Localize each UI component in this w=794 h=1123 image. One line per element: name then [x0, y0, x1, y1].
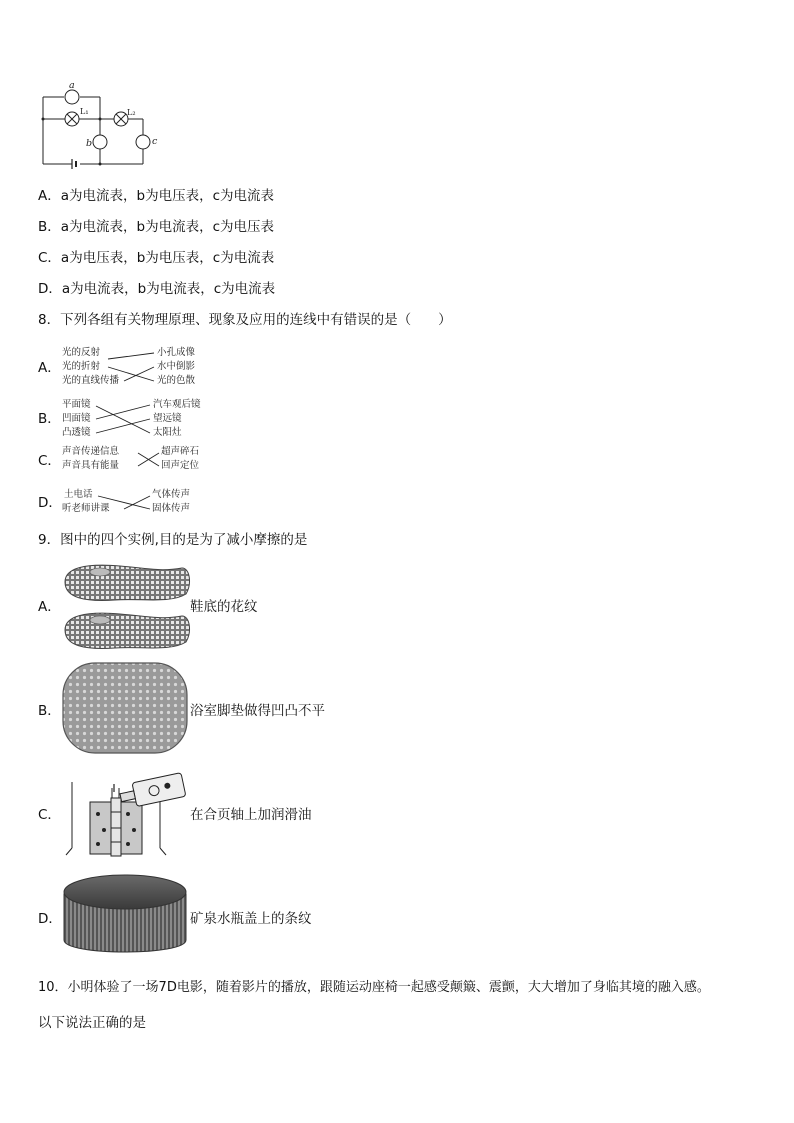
c-right-1: 超声碎石: [161, 446, 200, 457]
q8-option-a-letter: A．: [38, 360, 61, 376]
a-right-3: 光的色散: [157, 375, 196, 386]
q8-stem: 8．下列各组有关物理原理、现象及应用的连线中有错误的是（ ）: [38, 312, 452, 328]
q9-option-c-text: 在合页轴上加润滑油: [190, 807, 312, 823]
meter-a-label: a: [69, 80, 75, 91]
meter-c-label: c: [152, 136, 158, 147]
b-connector-lines: [58, 397, 228, 442]
hinge-oil-image: [62, 770, 192, 865]
q8-option-d-letter: D．: [38, 495, 62, 511]
b-right-3: 太阳灶: [153, 427, 182, 438]
d-connector-lines: [58, 487, 228, 519]
q8-option-c-diagram: [58, 444, 228, 476]
q9-option-a-letter: A．: [38, 599, 61, 615]
bath-mat-image: [60, 660, 190, 755]
a-left-2: 光的折射: [62, 361, 101, 372]
q8-option-b-diagram: [58, 397, 228, 442]
q7-option-b: B．a为电流表，b为电流表，c为电压表: [38, 219, 275, 235]
q8-option-c-letter: C．: [38, 453, 61, 469]
lamp-l2-label: L₂: [127, 108, 136, 117]
circuit-svg: [38, 80, 168, 175]
q9-option-d-text: 矿泉水瓶盖上的条纹: [190, 911, 312, 927]
d-right-1: 气体传声: [152, 489, 191, 500]
b-left-2: 凹面镜: [62, 413, 91, 424]
d-right-2: 固体传声: [152, 503, 191, 514]
q7-option-a: A．a为电流表，b为电压表，c为电流表: [38, 188, 274, 204]
q9-stem: 9．图中的四个实例,目的是为了减小摩擦的是: [38, 532, 308, 548]
b-right-1: 汽车观后镜: [153, 399, 201, 410]
b-left-1: 平面镜: [62, 399, 91, 410]
bottle-cap-image: [60, 870, 190, 965]
a-left-3: 光的直线传播: [62, 375, 120, 386]
c-left-1: 声音传递信息: [62, 446, 120, 457]
d-left-1: 土电话: [64, 489, 93, 500]
q9-option-a-text: 鞋底的花纹: [190, 599, 258, 615]
q9-option-b-text: 浴室脚垫做得凹凸不平: [190, 703, 325, 719]
q8-option-d-diagram: [58, 487, 228, 519]
q8-option-b-letter: B．: [38, 411, 61, 427]
b-right-2: 望远镜: [153, 413, 182, 424]
c-connector-lines: [58, 444, 228, 476]
q7-option-c: C．a为电压表，b为电压表，c为电流表: [38, 250, 275, 266]
c-right-2: 回声定位: [161, 460, 200, 471]
a-right-1: 小孔成像: [157, 347, 196, 358]
b-left-3: 凸透镜: [62, 427, 91, 438]
q7-option-d: D．a为电流表，b为电流表，c为电流表: [38, 281, 276, 297]
shoe-sole-image: [60, 560, 190, 655]
a-connector-lines: [58, 345, 218, 390]
meter-b-label: b: [86, 138, 93, 149]
c-left-2: 声音具有能量: [62, 460, 120, 471]
d-left-2: 听老师讲课: [62, 503, 110, 514]
q9-option-b-letter: B．: [38, 703, 61, 719]
a-left-1: 光的反射: [62, 347, 101, 358]
circuit-diagram: [38, 80, 168, 175]
q10-stem-line-1: 10．小明体验了一场7D电影，随着影片的播放，跟随运动座椅一起感受颠簸、震颤，大大增加了身临其境的融入感。: [38, 980, 710, 995]
a-right-2: 水中倒影: [157, 361, 196, 372]
q10-stem-line-2: 以下说法正确的是: [38, 1015, 146, 1031]
lamp-l1-label: L₁: [80, 107, 89, 116]
q9-option-c-letter: C．: [38, 807, 61, 823]
q8-option-a-diagram: [58, 345, 218, 390]
q9-option-d-letter: D．: [38, 911, 62, 927]
